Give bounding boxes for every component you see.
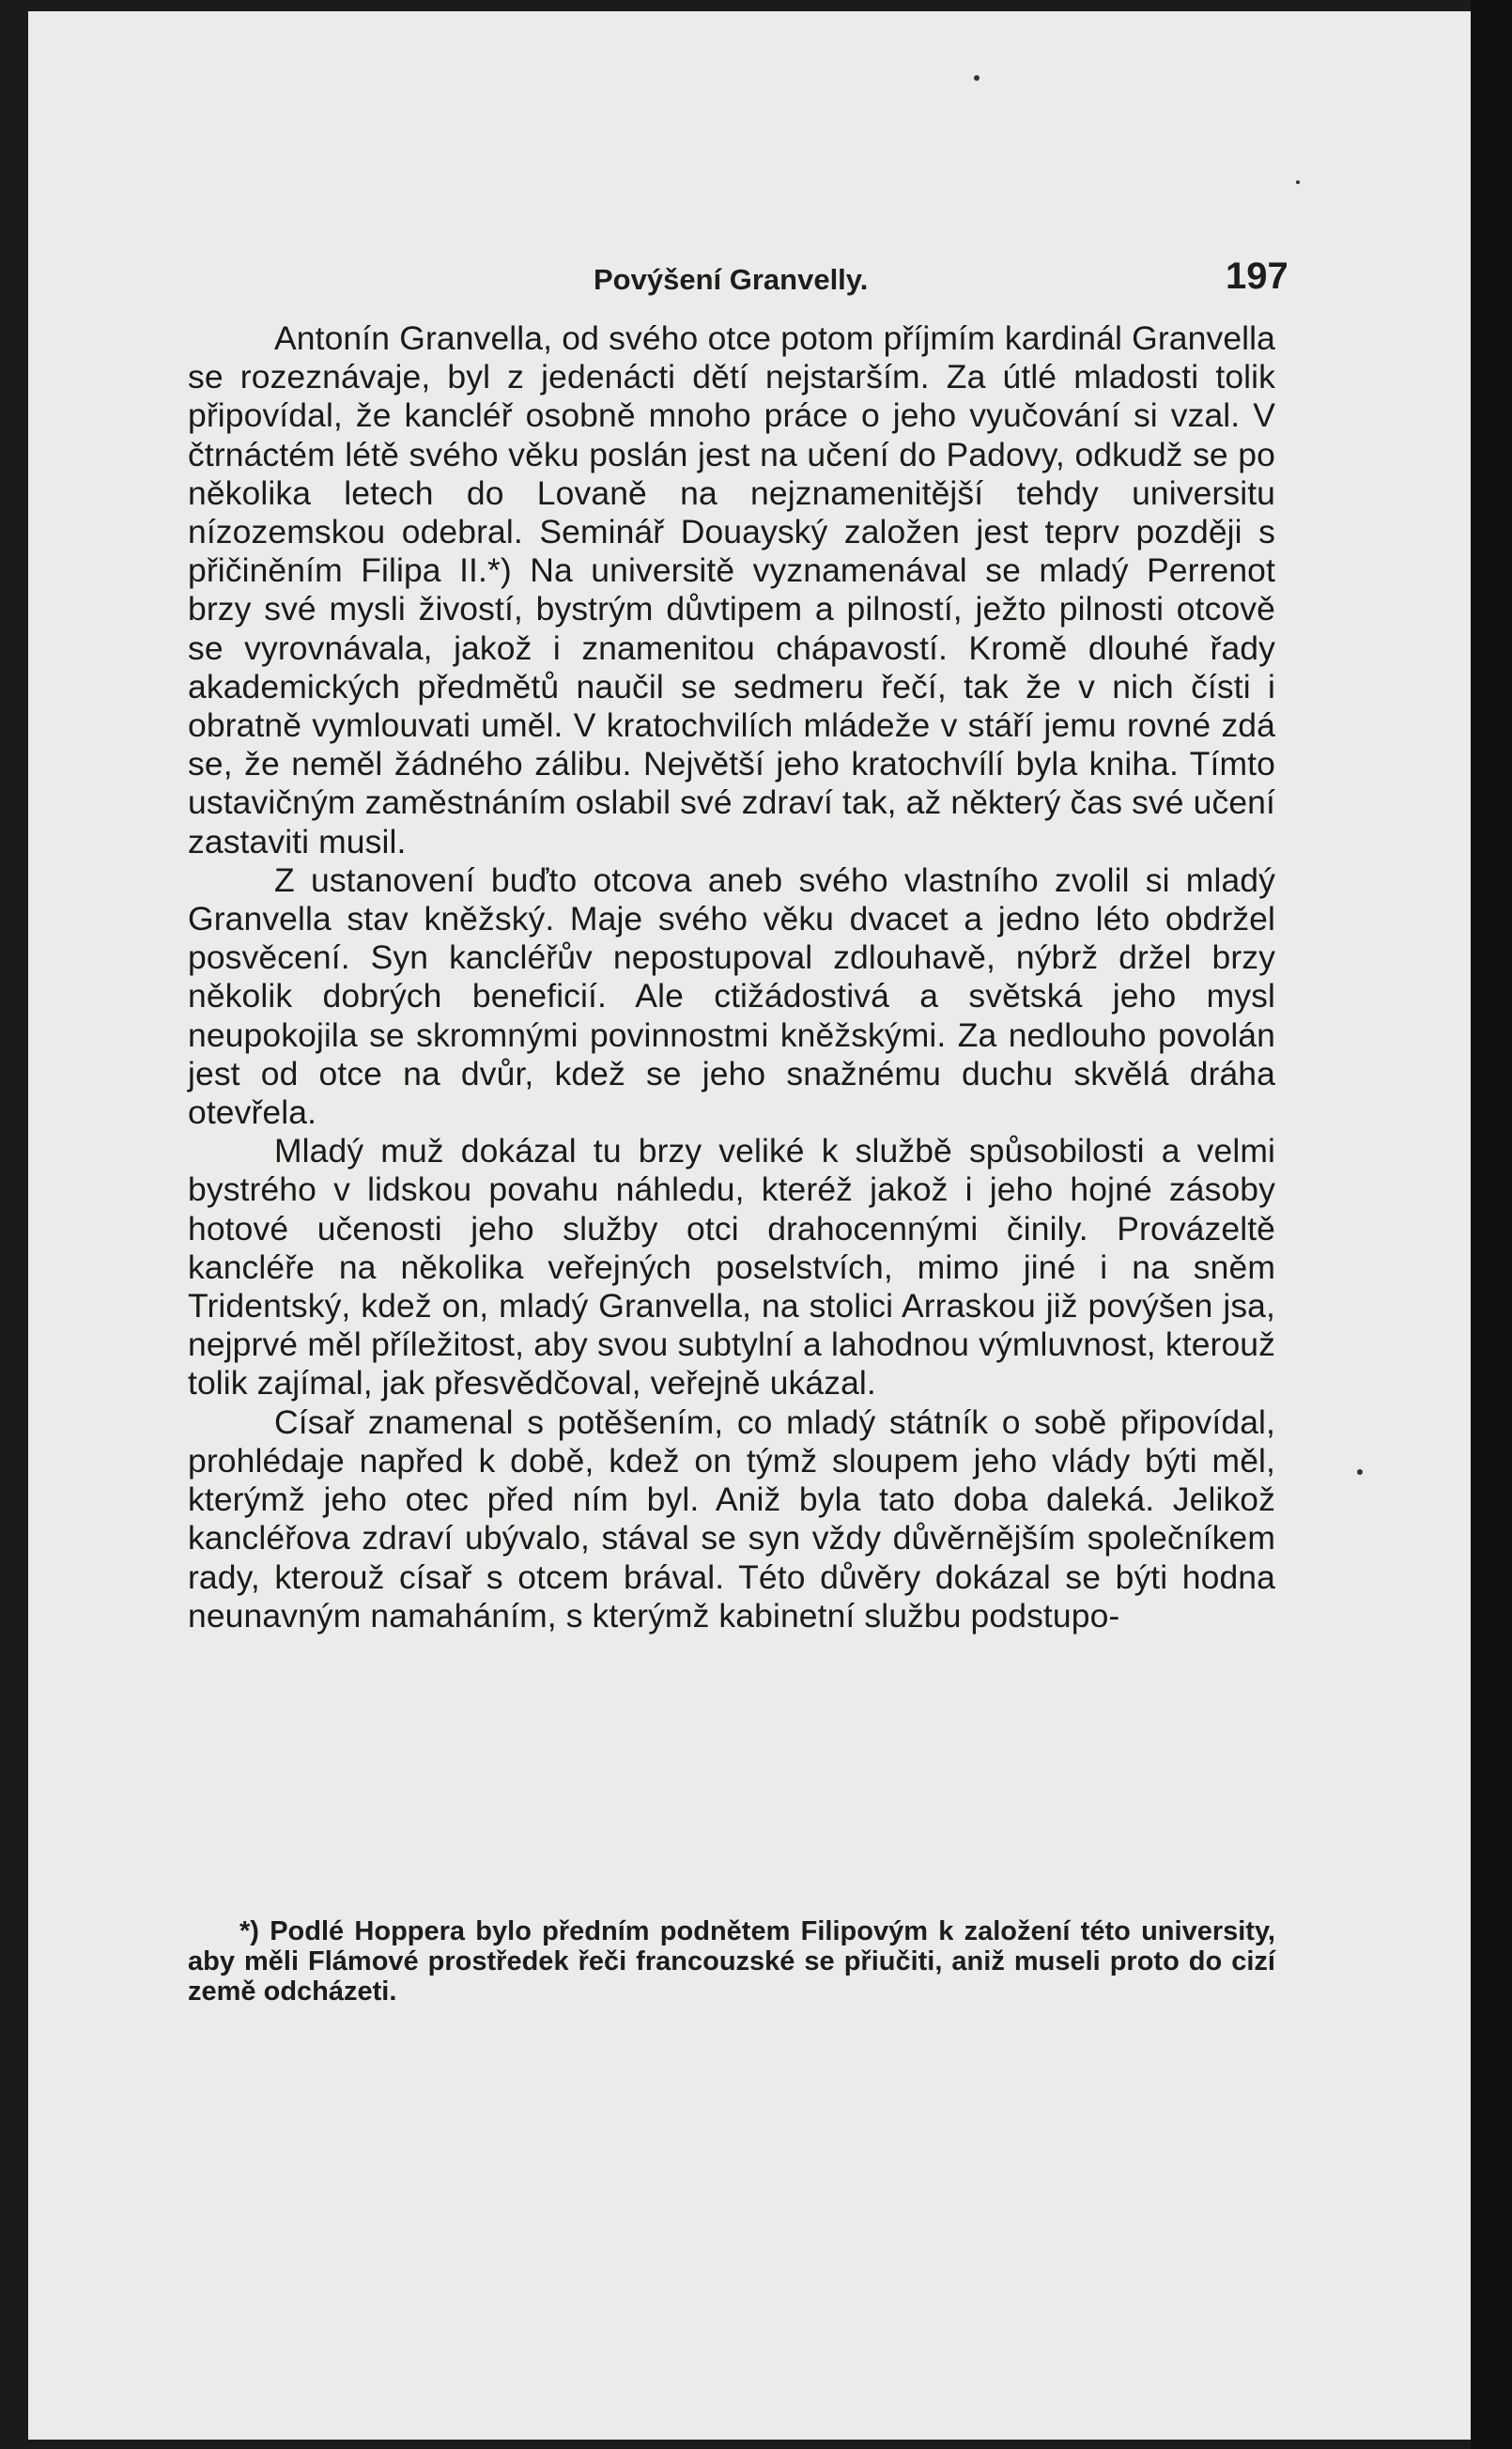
- paragraph-2: Z ustanovení buďto otcova aneb svého vlastního zvolil si mladý Granvella stav kněžský. Maje svého věku dvacet a jedno léto obdržel posvěcení. Syn kancléřův nepostupoval zdlouhavě, nýbrž držel brzy několik dobrých beneficií. Ale ctižádostivá a světská jeho mysl neupokojila se skromnými povinnostmi kněžskými. Za nedlouho povolán jest od otce na dvůr, kdež se jeho snažnému duchu skvělá dráha otevřela.: [188, 860, 1275, 1132]
- paragraph-1: Antonín Granvella, od svého otce potom příjmím kardinál Granvella se rozeznávaje, byl z jedenácti dětí nejstarším. Za útlé mladosti tolik připovídal, že kancléř osobně mnoho práce o jeho vyučování si vzal. V čtrnáctém létě svého věku poslán jest na učení do Padovy, odkudž se po několika letech do Lovaně na nejznamenitější tehdy universitu nízozemskou odebral. Seminář Douayský založen jest teprv později s přičiněním Filipa II.*) Na universitě vyznamenával se mladý Perrenot brzy své mysli živostí, bystrým důvtipem a pilností, ježto pilnosti otcově se vyrovnávala, jakož i znamenitou chápavostí. Kromě dlouhé řady akademických předmětů naučil se sedmeru řečí, tak že v nich čísti i obratně vymlouvati uměl. V kratochvilích mládeže v stáří jemu rovné zdá se, že neměl žádného zálibu. Největší jeho kratochvílí byla kniha. Tímto ustavičným zaměstnáním oslabil své zdraví tak, až některý čas své učení zastaviti musil.: [188, 319, 1275, 860]
- body-text: [188, 319, 1275, 1635]
- running-head-title: Povýšení Granvelly.: [594, 263, 869, 296]
- paragraph-3: Mladý muž dokázal tu brzy veliké k službě spůsobilosti a velmi bystrého v lidskou povahu náhledu, kteréž jakož i jeho hojné zásoby hotové učenosti jeho služby otci drahocennými činily. Provázeltě kancléře na několika veřejných poselstvích, mimo jiné i na sněm Tridentský, kdež on, mladý Granvella, na stolici Arraskou již povýšen jsa, nejprvé měl příležitost, aby svou subtylní a lahodnou výmluvnost, kterouž tolik zajímal, jak přesvědčoval, veřejně ukázal.: [188, 1132, 1275, 1403]
- paragraph-4: Císař znamenal s potěšením, co mladý státník o sobě připovídal, prohlédaje napřed k době, kdež on týmž sloupem jeho vlády býti měl, kterýmž jeho otec před ním byl. Aniž byla tato doba daleká. Jelikož kancléřova zdraví ubývalo, stával se syn vždy důvěrnějším společníkem rady, kterouž císař s otcem brával. Této důvěry dokázal se býti hodna neunavným namaháním, s kterýmž kabinetní službu podstupo-: [188, 1403, 1275, 1635]
- page-speck: [1296, 180, 1300, 184]
- footnote-text: *) Podlé Hoppera bylo předním podnětem Filipovým k založení této university, aby měli Flámové prostředek řeči francouzské se přiučiti, aniž museli proto do cizí země odcházeti.: [188, 1916, 1275, 2007]
- page-speck: [1357, 1469, 1363, 1475]
- footnote: [188, 1916, 1275, 2007]
- scan-edge: [1471, 0, 1512, 2449]
- page-number: 197: [1226, 256, 1288, 297]
- page-speck: [974, 75, 980, 81]
